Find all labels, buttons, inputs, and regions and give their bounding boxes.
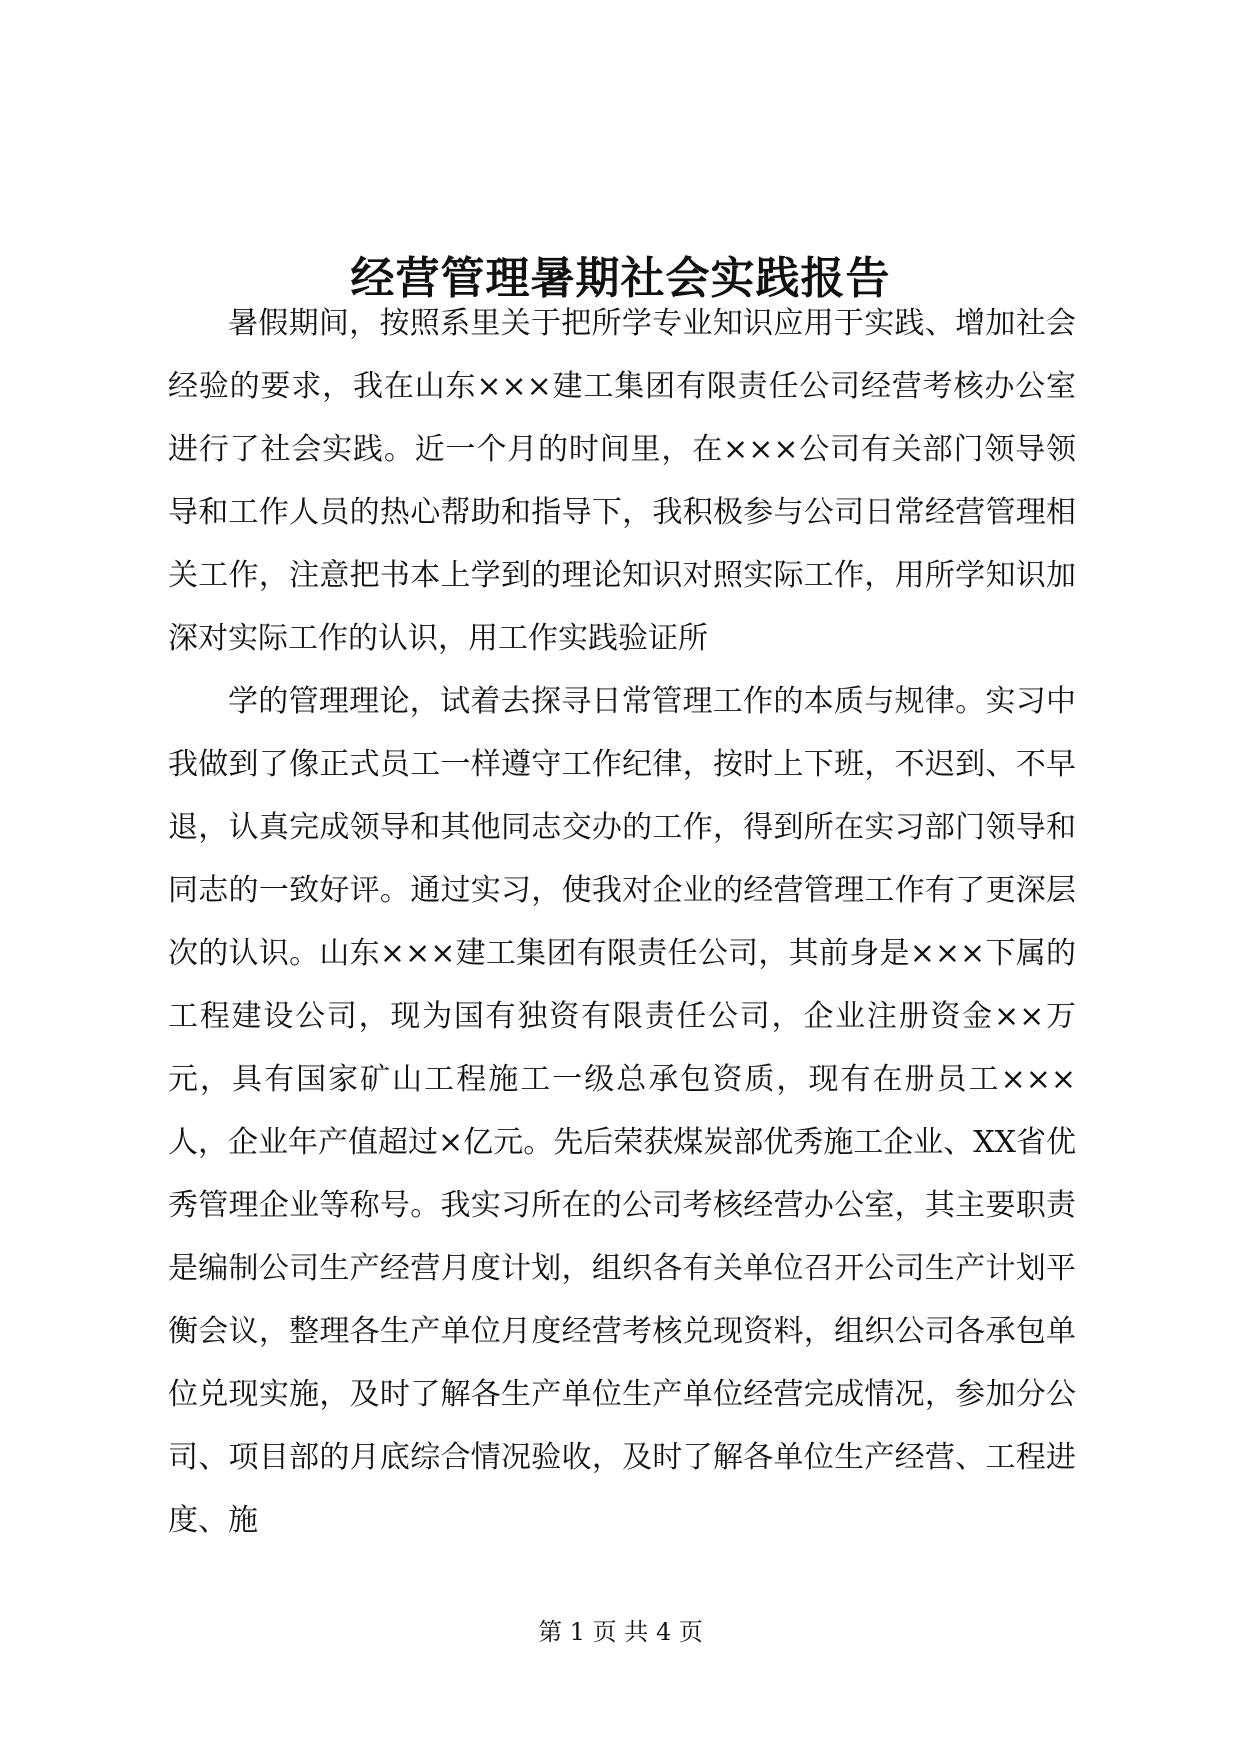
page-number-footer: 第 1 页 共 4 页 (538, 1618, 703, 1646)
document-body (168, 292, 1076, 1552)
body-paragraph-1: 暑假期间，按照系里关于把所学专业知识应用于实践、增加社会经验的要求，我在山东×××建工集团有限责任公司经营考核办公室进行了社会实践。近一个月的时间里，在×××公司有关部门领导领导和工作人员的热心帮助和指导下，我积极参与公司日常经营管理相关工作，注意把书本上学到的理论知识对照实际工作，用所学知识加深对实际工作的认识，用工作实践验证所 (168, 306, 1076, 656)
document-title: 经营管理暑期社会实践报告 (350, 253, 891, 305)
body-paragraph-2: 学的管理理论，试着去探寻日常管理工作的本质与规律。实习中我做到了像正式员工一样遵守工作纪律，按时上下班，不迟到、不早退，认真完成领导和其他同志交办的工作，得到所在实习部门领导和同志的一致好评。通过实习，使我对企业的经营管理工作有了更深层次的认识。山东×××建工集团有限责任公司，其前身是×××下属的工程建设公司，现为国有独资有限责任公司，企业注册资金××万元，具有国家矿山工程施工一级总承包资质，现有在册员工×××人，企业年产值超过×亿元。先后荣获煤炭部优秀施工企业、XX省优秀管理企业等称号。我实习所在的公司考核经营办公室，其主要职责是编制公司生产经营月度计划，组织各有关单位召开公司生产计划平衡会议，整理各生产单位月度经营考核兑现资料，组织公司各承包单位兑现实施，及时了解各生产单位生产单位经营完成情况，参加分公司、项目部的月底综合情况验收，及时了解各单位生产经营、工程进度、施 (168, 684, 1076, 1538)
